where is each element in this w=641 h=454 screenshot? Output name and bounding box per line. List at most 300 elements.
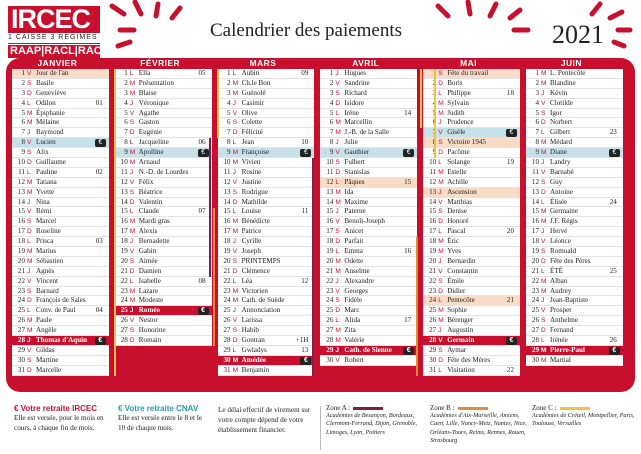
day-number: 15 <box>223 207 231 216</box>
day-number: 29 <box>429 345 437 354</box>
weekday-letter: V <box>27 139 32 147</box>
saint-name: Clotilde <box>550 98 573 107</box>
weekday-letter: S <box>335 89 340 97</box>
weekday-letter: S <box>541 178 546 186</box>
month-column <box>314 58 417 366</box>
day-number: 27 <box>120 326 128 335</box>
day-row <box>115 79 212 89</box>
day-row <box>115 257 212 267</box>
month-header: JANVIER <box>37 58 78 68</box>
weekday-letter: J <box>438 327 442 335</box>
saint-name: Gildas <box>36 345 55 354</box>
euro-payment-icon: € <box>403 149 414 157</box>
day-row <box>115 227 212 237</box>
weekday-letter: J <box>129 238 134 246</box>
weekday-letter: M <box>541 346 547 354</box>
month-header: MARS <box>249 58 277 68</box>
day-row <box>526 69 623 79</box>
day-number: 3 <box>124 88 128 97</box>
day-number: 21 <box>120 266 128 275</box>
footer <box>0 404 641 454</box>
day-number: 31 <box>17 365 25 374</box>
payment-day-row <box>320 346 417 356</box>
zone-c-legend <box>532 404 636 429</box>
saint-name: Bernardin <box>447 256 476 265</box>
day-row <box>320 148 417 158</box>
weekday-letter: S <box>335 228 340 236</box>
weekday-letter: V <box>438 337 443 345</box>
day-row <box>12 287 109 297</box>
saint-name: Prosper <box>550 306 572 315</box>
saint-name: Valentin <box>138 197 163 206</box>
day-number: 24 <box>531 296 539 305</box>
week-number: 11 <box>301 207 309 216</box>
saint-name: Blandine <box>550 78 576 87</box>
day-number: 10 <box>223 158 231 167</box>
weekday-letter: M <box>541 208 547 216</box>
day-row <box>115 277 212 287</box>
saint-name: Yves <box>447 247 462 256</box>
day-number: 28 <box>531 336 539 345</box>
weekday-letter: J <box>232 168 236 176</box>
day-number: 17 <box>120 227 128 236</box>
weekday-letter: L <box>232 277 237 285</box>
day-row <box>218 89 315 99</box>
saint-name: Landry <box>550 158 571 167</box>
weekday-letter: V <box>438 129 443 137</box>
day-row <box>320 336 417 346</box>
day-number: 21 <box>17 266 25 275</box>
weekday-letter: D <box>27 366 32 374</box>
week-number: 17 <box>404 316 412 325</box>
day-number: 4 <box>227 98 231 107</box>
day-number: 10 <box>120 158 128 167</box>
day-number: 30 <box>326 355 334 364</box>
day-number: 17 <box>223 227 231 236</box>
saint-name: Philippe <box>447 88 471 97</box>
saint-name: Marcelle <box>36 365 62 374</box>
saint-name: Léonce <box>550 237 571 246</box>
saint-name: Victorien <box>241 286 268 295</box>
day-number: 20 <box>17 256 25 265</box>
weekday-letter: M <box>129 149 136 157</box>
day-number: 2 <box>329 78 334 87</box>
weekday-letter: J <box>232 307 236 315</box>
cnav-info-text: Elle est versée entre le 8 et le 10 de chaque mois. <box>118 413 203 432</box>
day-row <box>423 306 520 316</box>
saint-name: PRINTEMPS <box>241 256 281 265</box>
day-row <box>320 356 417 366</box>
weekday-letter: D <box>438 287 443 295</box>
saint-name: Jean-Baptiste <box>550 296 589 305</box>
day-number: 30 <box>429 355 437 364</box>
day-row <box>218 237 315 247</box>
day-number: 23 <box>326 286 334 295</box>
day-row <box>12 237 109 247</box>
day-row <box>218 118 315 128</box>
day-number: 16 <box>429 217 437 226</box>
saint-name: Guénolé <box>241 88 266 97</box>
weekday-letter: J <box>438 119 442 127</box>
saint-name: Odilon <box>36 98 56 107</box>
saint-name: Eugénie <box>138 128 163 137</box>
saint-name: Julie <box>344 138 358 147</box>
week-number: 16 <box>404 247 412 256</box>
saint-name: Gwladys <box>241 345 267 354</box>
saint-name: Gaston <box>138 118 159 127</box>
day-number: 28 <box>17 336 25 345</box>
saint-name: Sébastien <box>36 256 64 265</box>
zone-a-swatch <box>353 407 383 410</box>
week-number: 09 <box>301 69 309 77</box>
day-row <box>320 247 417 257</box>
weekday-letter: L <box>438 366 442 374</box>
logo-text-regimes: RAAP|RACL|RACD <box>10 45 110 57</box>
day-row <box>320 227 417 237</box>
weekday-letter: S <box>438 277 443 285</box>
month-header: JUIN <box>560 58 582 68</box>
zone-c-text: Académies de Créteil, Montpellier, Paris, Toulouse, Versailles <box>532 412 635 428</box>
day-row <box>423 89 520 99</box>
day-number: 1 <box>227 69 231 77</box>
weekday-letter: M <box>541 218 547 226</box>
day-row <box>526 356 623 366</box>
saint-name: Fête des Mères <box>447 355 491 364</box>
saint-name: Élisée <box>550 197 568 206</box>
saint-name: Geneviève <box>36 88 67 97</box>
school-holiday-bar <box>209 138 211 277</box>
day-row <box>526 188 623 198</box>
day-row <box>115 148 212 158</box>
weekday-letter: M <box>438 168 444 176</box>
day-number: 11 <box>532 167 539 176</box>
day-number: 23 <box>429 286 437 295</box>
saint-name: Clémence <box>241 266 270 275</box>
day-number: 2 <box>535 78 539 87</box>
weekday-letter: J <box>541 89 545 97</box>
logo-text-main: IRCEC <box>8 6 100 33</box>
weekday-letter: M <box>541 287 547 295</box>
school-holiday-bar <box>114 69 116 376</box>
day-number: 22 <box>531 276 539 285</box>
saint-name: Olive <box>241 108 258 117</box>
euro-payment-icon: € <box>609 347 620 355</box>
saint-name: Pauline <box>36 167 58 176</box>
day-row <box>115 217 212 227</box>
day-number: 17 <box>429 227 437 236</box>
saint-name: Valérie <box>344 336 365 345</box>
payment-day-row <box>218 356 315 366</box>
weekday-letter: V <box>335 287 340 295</box>
day-row <box>115 198 212 208</box>
day-row <box>12 366 109 376</box>
day-row <box>115 109 212 119</box>
day-number: 13 <box>223 187 231 196</box>
day-row <box>115 316 212 326</box>
day-row <box>12 168 109 178</box>
saint-name: Fulbert <box>344 158 365 167</box>
saint-name: Guillaume <box>36 158 66 167</box>
weekday-letter: L <box>129 139 134 147</box>
day-number: 12 <box>223 177 231 186</box>
weekday-letter: J <box>232 99 236 107</box>
week-number: 20 <box>506 227 514 236</box>
saint-name: Paterne <box>344 207 366 216</box>
week-number: 21 <box>506 296 514 305</box>
day-number: 16 <box>223 217 231 226</box>
weekday-letter: M <box>438 317 444 325</box>
day-row <box>12 188 109 198</box>
day-row <box>526 316 623 326</box>
month-column <box>520 58 623 366</box>
saint-name: Isidore <box>344 98 365 107</box>
day-row <box>320 277 417 287</box>
weekday-letter: M <box>27 327 33 335</box>
weekday-letter: M <box>27 248 33 256</box>
day-row <box>12 198 109 208</box>
day-row <box>218 158 315 168</box>
day-row <box>115 168 212 178</box>
week-number: 05 <box>198 69 206 77</box>
day-row <box>115 158 212 168</box>
weekday-letter: S <box>438 70 443 77</box>
saint-name: Audrey <box>550 286 572 295</box>
day-row <box>423 69 520 79</box>
saint-name: Vincent <box>36 276 59 285</box>
saint-name: Fernand <box>550 326 574 335</box>
day-number: 22 <box>17 276 25 285</box>
day-row <box>218 207 315 217</box>
day-row <box>218 148 315 158</box>
day-number: 9 <box>124 148 128 157</box>
zone-b-legend <box>430 404 530 445</box>
day-number: 18 <box>326 237 334 246</box>
day-row <box>218 138 315 148</box>
day-number: 16 <box>120 217 128 226</box>
saint-name: Conv. de Paul <box>36 306 76 315</box>
saint-name: Gabin <box>138 247 157 256</box>
day-number: 7 <box>124 128 128 137</box>
day-number: 12 <box>17 177 25 186</box>
day-row <box>115 296 212 306</box>
weekday-letter: D <box>438 79 443 87</box>
saint-name: Stanislas <box>344 167 370 176</box>
saint-name: Louise <box>241 207 261 216</box>
day-number: 4 <box>535 98 539 107</box>
month-column <box>6 58 109 376</box>
day-row <box>423 217 520 227</box>
week-number: 12 <box>301 276 309 285</box>
day-row <box>218 178 315 188</box>
weekday-letter: V <box>335 356 340 364</box>
month-days <box>320 69 417 366</box>
saint-name: Gontran <box>241 336 265 345</box>
weekday-letter: M <box>335 188 341 196</box>
saint-name: Marius <box>36 247 57 256</box>
euro-payment-icon: € <box>506 337 517 345</box>
weekday-letter: D <box>232 129 238 137</box>
saint-name: ÉTÉ <box>550 266 563 275</box>
day-number: 18 <box>223 237 231 246</box>
saint-name: Bénédicte <box>241 217 270 226</box>
weekday-letter: J <box>335 139 339 147</box>
day-row <box>423 257 520 267</box>
day-number: 4 <box>124 98 128 107</box>
day-row <box>218 346 315 356</box>
saint-name: Bérenger <box>447 316 474 325</box>
day-row <box>115 247 212 257</box>
saint-name: Mathilde <box>241 197 268 206</box>
saint-name: Justine <box>241 177 262 186</box>
saint-name: Igor <box>550 108 562 117</box>
day-number: 22 <box>223 276 231 285</box>
ircec-info <box>14 404 114 433</box>
saint-name: Alexandre <box>344 276 374 285</box>
weekday-letter: M <box>438 99 444 107</box>
day-number: 21 <box>223 266 231 275</box>
day-number: 11 <box>223 167 231 176</box>
saint-name: Mardi gras <box>138 217 170 226</box>
weekday-letter: J <box>541 228 545 236</box>
day-number: 6 <box>535 118 539 127</box>
weekday-letter: M <box>335 119 341 127</box>
saint-name: Claude <box>138 207 159 216</box>
saint-name: Marcel <box>36 217 57 226</box>
weekday-letter: V <box>335 79 340 87</box>
day-row <box>218 287 315 297</box>
day-number: 6 <box>21 118 25 127</box>
day-row <box>423 99 520 109</box>
weekday-letter: M <box>335 129 341 137</box>
weekday-letter: S <box>438 139 443 147</box>
day-row <box>423 247 520 257</box>
saint-name: Félicité <box>241 128 263 137</box>
saint-name: Rosine <box>241 167 262 176</box>
weekday-letter: M <box>27 178 33 186</box>
saint-name: Pacôme <box>447 148 470 157</box>
day-row <box>218 79 315 89</box>
day-row <box>12 89 109 99</box>
saint-name: Sophie <box>447 306 467 315</box>
weekday-letter: M <box>27 257 33 265</box>
saint-name: Honoré <box>447 217 469 226</box>
weekday-letter: J <box>27 267 31 275</box>
day-number: 29 <box>17 345 25 354</box>
day-row <box>12 346 109 356</box>
saint-name: Diane <box>550 148 567 157</box>
day-number: 15 <box>120 207 128 216</box>
weekday-letter: M <box>541 356 547 364</box>
saint-name: Jean <box>241 138 255 147</box>
weekday-letter: D <box>438 218 443 226</box>
day-row <box>218 247 315 257</box>
payment-day-row <box>12 336 109 346</box>
day-row <box>526 99 623 109</box>
weekday-letter: D <box>438 149 443 157</box>
day-row <box>423 188 520 198</box>
day-row <box>218 277 315 287</box>
saint-name: Ascension <box>447 187 477 196</box>
weekday-letter: D <box>27 89 32 97</box>
weekday-letter: L <box>438 159 442 167</box>
day-row <box>526 118 623 128</box>
week-number: 07 <box>198 207 206 216</box>
weekday-letter: D <box>232 337 238 345</box>
zone-b-text: Académies d'Aix-Marseille, Amiens, Caen, Lille, Nancy-Metz, Nantes, Nice, Orléans-Tours, Reims, Rennes, Rouen, Strasbourg <box>430 412 527 444</box>
day-row <box>12 69 109 79</box>
day-row <box>320 306 417 316</box>
school-holiday-bar <box>217 69 219 138</box>
day-number: 5 <box>227 108 231 117</box>
year-label: 2021 <box>552 20 604 49</box>
day-row <box>320 257 417 267</box>
day-number: 11 <box>326 167 334 176</box>
week-number: 25 <box>609 266 617 275</box>
zone-b-title: Zone B : <box>430 404 455 412</box>
day-row <box>12 247 109 257</box>
saint-name: Émile <box>447 276 465 285</box>
saint-name: Isabelle <box>138 276 161 285</box>
day-row <box>320 287 417 297</box>
saint-name: Georges <box>344 286 368 295</box>
day-number: 7 <box>227 128 231 137</box>
day-number: 13 <box>120 187 128 196</box>
week-number: 19 <box>506 158 514 167</box>
school-holiday-bar <box>312 158 314 376</box>
day-number: 6 <box>227 118 231 127</box>
day-row <box>526 287 623 297</box>
saint-name: Denise <box>447 207 467 216</box>
saint-name: Boris <box>447 78 463 87</box>
saint-name: Robert <box>344 355 364 364</box>
day-row <box>526 247 623 257</box>
saint-name: Félix <box>138 177 154 186</box>
day-number: 15 <box>429 207 437 216</box>
day-number: 1 <box>535 69 539 77</box>
day-number: 8 <box>21 138 25 147</box>
delay-info: Le délai effectif de virement sur votre compte dépend de votre établissement financier. <box>218 406 311 434</box>
day-row <box>423 178 520 188</box>
month-column <box>109 58 212 346</box>
saint-name: Benjamin <box>241 365 270 374</box>
day-row <box>218 296 315 306</box>
day-number: 10 <box>531 158 539 167</box>
day-number: 13 <box>326 187 334 196</box>
weekday-letter: S <box>27 356 32 364</box>
weekday-letter: M <box>438 109 444 117</box>
day-row <box>115 326 212 336</box>
day-number: 26 <box>17 316 25 325</box>
day-row <box>526 227 623 237</box>
day-row <box>526 277 623 287</box>
weekday-letter: S <box>129 188 135 196</box>
weekday-letter: V <box>438 198 443 206</box>
weekday-letter: V <box>129 317 135 325</box>
day-number: 26 <box>120 316 128 325</box>
day-number: 21 <box>531 266 539 275</box>
day-number: 24 <box>223 296 231 305</box>
weekday-letter: V <box>335 149 340 157</box>
ircec-info-title: € Votre retraite IRCEC <box>14 404 97 413</box>
payment-day-row <box>423 336 520 346</box>
saint-name: Lucien <box>36 138 56 147</box>
weekday-letter: L <box>27 99 31 107</box>
saint-name: Ella <box>138 69 151 77</box>
week-number: 18 <box>506 88 514 97</box>
weekday-letter: L <box>232 139 237 147</box>
zone-b-swatch <box>458 407 488 410</box>
day-row <box>218 217 315 227</box>
